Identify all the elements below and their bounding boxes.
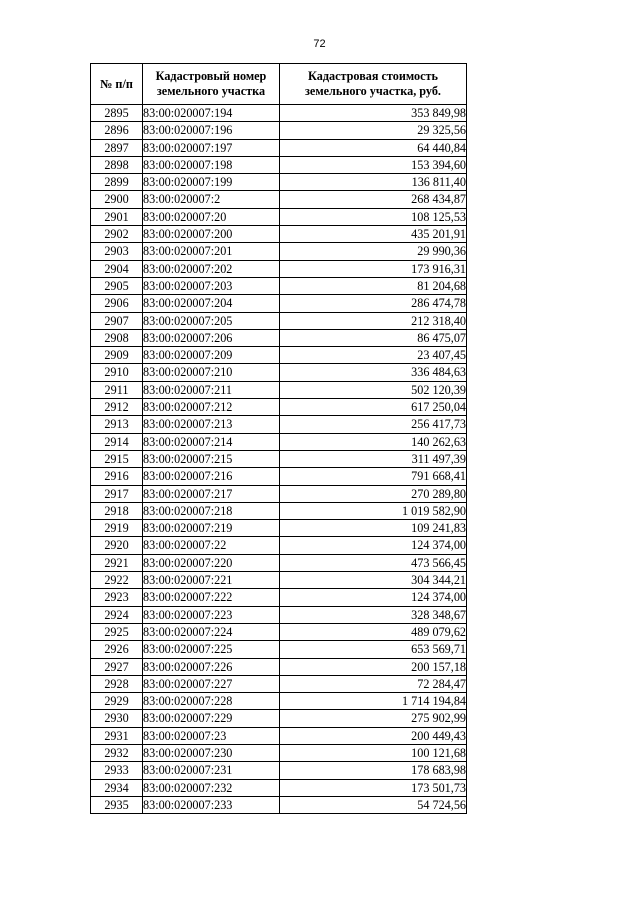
cadastral-number: 83:00:020007:213 (143, 416, 280, 433)
table-row (91, 364, 467, 381)
row-number: 2905 (91, 277, 143, 294)
row-number: 2913 (91, 416, 143, 433)
row-number: 2934 (91, 779, 143, 796)
row-number: 2899 (91, 174, 143, 191)
table-row (91, 710, 467, 727)
row-number: 2930 (91, 710, 143, 727)
table-row (91, 744, 467, 761)
cadastral-number: 83:00:020007:220 (143, 554, 280, 571)
row-number: 2917 (91, 485, 143, 502)
table-header (91, 64, 467, 105)
row-number: 2915 (91, 450, 143, 467)
cadastral-value: 791 668,41 (280, 468, 467, 485)
table-row (91, 312, 467, 329)
cadastral-value: 336 484,63 (280, 364, 467, 381)
row-number: 2914 (91, 433, 143, 450)
row-number: 2919 (91, 520, 143, 537)
cadastral-value: 311 497,39 (280, 450, 467, 467)
row-number: 2927 (91, 658, 143, 675)
table-row (91, 796, 467, 813)
table-row (91, 641, 467, 658)
cadastral-value: 435 201,91 (280, 226, 467, 243)
cadastral-value: 64 440,84 (280, 139, 467, 156)
table-row (91, 416, 467, 433)
table-row (91, 450, 467, 467)
row-number: 2926 (91, 641, 143, 658)
table-row (91, 277, 467, 294)
cadastral-number: 83:00:020007:211 (143, 381, 280, 398)
row-number: 2907 (91, 312, 143, 329)
header-row (91, 64, 467, 105)
cadastral-value: 100 121,68 (280, 744, 467, 761)
table-row (91, 122, 467, 139)
table-row (91, 727, 467, 744)
cadastral-value: 140 262,63 (280, 433, 467, 450)
table-row (91, 520, 467, 537)
table-row (91, 226, 467, 243)
row-number: 2904 (91, 260, 143, 277)
cadastral-value: 268 434,87 (280, 191, 467, 208)
row-number: 2895 (91, 105, 143, 122)
table-row (91, 105, 467, 122)
cadastral-number: 83:00:020007:212 (143, 399, 280, 416)
cadastral-value: 328 348,67 (280, 606, 467, 623)
row-number: 2925 (91, 623, 143, 640)
cadastral-number: 83:00:020007:225 (143, 641, 280, 658)
row-number: 2897 (91, 139, 143, 156)
table-row (91, 658, 467, 675)
cadastral-value: 653 569,71 (280, 641, 467, 658)
cadastral-number: 83:00:020007:231 (143, 762, 280, 779)
row-number: 2929 (91, 693, 143, 710)
row-number: 2933 (91, 762, 143, 779)
cadastral-value: 286 474,78 (280, 295, 467, 312)
table-row (91, 589, 467, 606)
table-row (91, 606, 467, 623)
cadastral-value: 136 811,40 (280, 174, 467, 191)
row-number: 2924 (91, 606, 143, 623)
cadastral-number: 83:00:020007:209 (143, 347, 280, 364)
cadastral-number: 83:00:020007:198 (143, 156, 280, 173)
cadastral-number: 83:00:020007:202 (143, 260, 280, 277)
cadastral-number: 83:00:020007:228 (143, 693, 280, 710)
cadastral-number: 83:00:020007:197 (143, 139, 280, 156)
cadastral-number: 83:00:020007:206 (143, 329, 280, 346)
table-row (91, 295, 467, 312)
table-row (91, 537, 467, 554)
cadastral-value: 173 916,31 (280, 260, 467, 277)
cadastral-value: 86 475,07 (280, 329, 467, 346)
row-number: 2898 (91, 156, 143, 173)
cadastral-value: 212 318,40 (280, 312, 467, 329)
row-number: 2912 (91, 399, 143, 416)
table-row (91, 381, 467, 398)
cadastral-value: 109 241,83 (280, 520, 467, 537)
cadastral-value: 200 449,43 (280, 727, 467, 744)
table-row (91, 260, 467, 277)
cadastral-value-table (90, 63, 467, 814)
table-row (91, 675, 467, 692)
table-row (91, 329, 467, 346)
cadastral-value: 502 120,39 (280, 381, 467, 398)
row-number: 2923 (91, 589, 143, 606)
row-number: 2902 (91, 226, 143, 243)
cadastral-number: 83:00:020007:218 (143, 502, 280, 519)
table-row (91, 468, 467, 485)
cadastral-number: 83:00:020007:210 (143, 364, 280, 381)
row-number: 2901 (91, 208, 143, 225)
cadastral-number: 83:00:020007:232 (143, 779, 280, 796)
cadastral-value: 54 724,56 (280, 796, 467, 813)
table-row (91, 433, 467, 450)
table-row (91, 623, 467, 640)
cadastral-number: 83:00:020007:229 (143, 710, 280, 727)
row-number: 2910 (91, 364, 143, 381)
row-number: 2921 (91, 554, 143, 571)
cadastral-value: 489 079,62 (280, 623, 467, 640)
row-number: 2932 (91, 744, 143, 761)
cadastral-number: 83:00:020007:194 (143, 105, 280, 122)
cadastral-value: 29 990,36 (280, 243, 467, 260)
cadastral-number: 83:00:020007:221 (143, 572, 280, 589)
cadastral-number: 83:00:020007:219 (143, 520, 280, 537)
cadastral-number: 83:00:020007:216 (143, 468, 280, 485)
cadastral-value: 72 284,47 (280, 675, 467, 692)
cadastral-value: 1 019 582,90 (280, 502, 467, 519)
page-number: 72 (313, 38, 326, 50)
cadastral-value: 153 394,60 (280, 156, 467, 173)
cadastral-value: 200 157,18 (280, 658, 467, 675)
cadastral-number: 83:00:020007:223 (143, 606, 280, 623)
table-row (91, 554, 467, 571)
row-number: 2931 (91, 727, 143, 744)
cadastral-value: 173 501,73 (280, 779, 467, 796)
row-number: 2916 (91, 468, 143, 485)
cadastral-number: 83:00:020007:20 (143, 208, 280, 225)
cadastral-value: 256 417,73 (280, 416, 467, 433)
row-number: 2909 (91, 347, 143, 364)
cadastral-number: 83:00:020007:201 (143, 243, 280, 260)
cadastral-number: 83:00:020007:22 (143, 537, 280, 554)
cadastral-value: 353 849,98 (280, 105, 467, 122)
row-number: 2935 (91, 796, 143, 813)
table-row (91, 693, 467, 710)
cadastral-number: 83:00:020007:233 (143, 796, 280, 813)
cadastral-number: 83:00:020007:196 (143, 122, 280, 139)
table-row (91, 191, 467, 208)
cadastral-number: 83:00:020007:205 (143, 312, 280, 329)
cadastral-number: 83:00:020007:204 (143, 295, 280, 312)
cadastral-number: 83:00:020007:226 (143, 658, 280, 675)
cadastral-value: 270 289,80 (280, 485, 467, 502)
cadastral-value: 108 125,53 (280, 208, 467, 225)
cadastral-value: 1 714 194,84 (280, 693, 467, 710)
cadastral-number: 83:00:020007:23 (143, 727, 280, 744)
cadastral-number: 83:00:020007:214 (143, 433, 280, 450)
row-number: 2922 (91, 572, 143, 589)
cadastral-value: 29 325,56 (280, 122, 467, 139)
cadastral-number: 83:00:020007:203 (143, 277, 280, 294)
table-row (91, 485, 467, 502)
table-row (91, 779, 467, 796)
cadastral-number: 83:00:020007:2 (143, 191, 280, 208)
table-row (91, 347, 467, 364)
table-row (91, 156, 467, 173)
cadastral-value: 178 683,98 (280, 762, 467, 779)
header-cadastral-value: Кадастровая стоимость земельного участка, руб. (280, 64, 467, 105)
cadastral-value: 81 204,68 (280, 277, 467, 294)
cadastral-number: 83:00:020007:222 (143, 589, 280, 606)
cadastral-number: 83:00:020007:230 (143, 744, 280, 761)
cadastral-number: 83:00:020007:224 (143, 623, 280, 640)
cadastral-number: 83:00:020007:199 (143, 174, 280, 191)
row-number: 2928 (91, 675, 143, 692)
table-row (91, 208, 467, 225)
table-row (91, 572, 467, 589)
table-row (91, 762, 467, 779)
header-num: № п/п (91, 64, 143, 105)
row-number: 2896 (91, 122, 143, 139)
row-number: 2900 (91, 191, 143, 208)
cadastral-number: 83:00:020007:217 (143, 485, 280, 502)
table-row (91, 502, 467, 519)
row-number: 2906 (91, 295, 143, 312)
cadastral-value: 473 566,45 (280, 554, 467, 571)
table-row (91, 139, 467, 156)
row-number: 2908 (91, 329, 143, 346)
cadastral-value: 23 407,45 (280, 347, 467, 364)
row-number: 2903 (91, 243, 143, 260)
table-row (91, 243, 467, 260)
table-row (91, 399, 467, 416)
cadastral-value: 275 902,99 (280, 710, 467, 727)
table-row (91, 174, 467, 191)
row-number: 2911 (91, 381, 143, 398)
cadastral-value: 124 374,00 (280, 537, 467, 554)
header-cadastral-number: Кадастровый номер земельного участка (143, 64, 280, 105)
cadastral-value: 124 374,00 (280, 589, 467, 606)
cadastral-value: 617 250,04 (280, 399, 467, 416)
cadastral-number: 83:00:020007:227 (143, 675, 280, 692)
cadastral-number: 83:00:020007:200 (143, 226, 280, 243)
row-number: 2920 (91, 537, 143, 554)
cadastral-number: 83:00:020007:215 (143, 450, 280, 467)
table-body (91, 105, 467, 814)
cadastral-value: 304 344,21 (280, 572, 467, 589)
row-number: 2918 (91, 502, 143, 519)
